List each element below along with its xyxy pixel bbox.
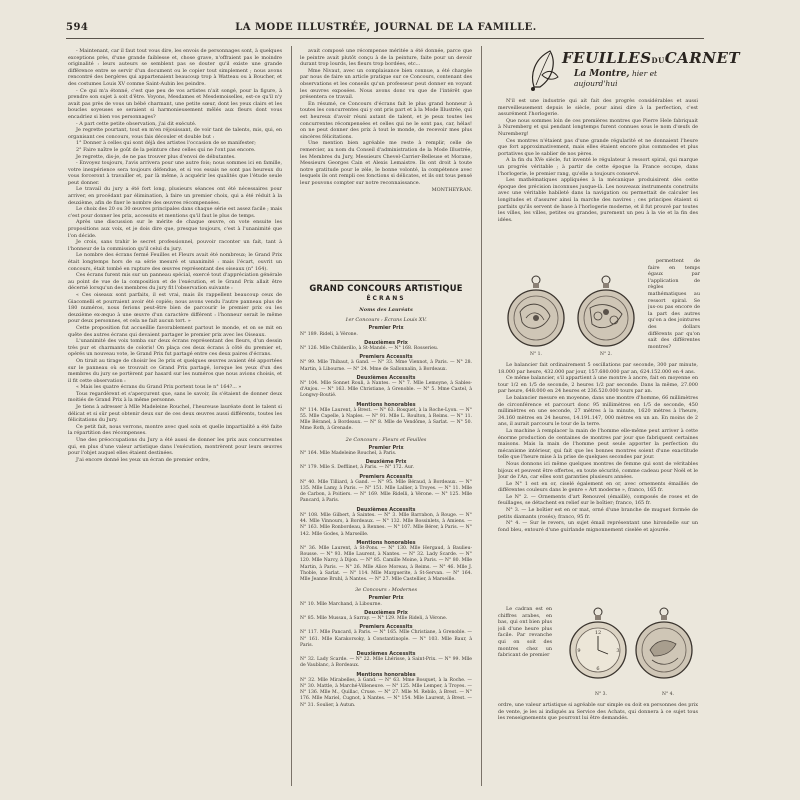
paragraph: Le nombre des écrans fermé Feuilles et Fleurs avait été nombreux; le Grand Prix était longtemps hors de sa série mesuré et unanimité : mais l'écart, ouvrit un concours, était tombé en rupture des œuvres représentant des oiseaux (n° 164).: [68, 252, 282, 272]
award-entries: N° 32. Lady Scarde. — N° 22. Mlle Lhérisse, à Saint-Prix. — N° 99. Mlle de Vaublanc, à Bordeaux.: [300, 657, 472, 669]
paragraph: Je regrette pourtant, tout en m'en réjouissant, de voir tant de talents, mis, qui, en organisant ces concours, vous fais découler et double but :: [68, 127, 282, 140]
paragraph: A la fin du XVe siècle, fut inventé le régulateur à ressort spiral, qui marque un progrès véritable ; à partir de cette époque la France occupe, dans l'horlogerie, le premier rang, qu'elle a toujours conservé.: [498, 157, 698, 177]
concours-title: GRAND CONCOURS ARTISTIQUE: [309, 283, 463, 293]
award-entries: N° 179. Mlle S. Defflinet, à Paris. — N° 172. Aur.: [300, 465, 414, 471]
contest-heading: 1er Concours : Écrans Louis XV.: [345, 317, 427, 324]
paragraph: Les mathématiques appliquées à la mécanique produisirent dès cette époque des précision inconnues jusque-là. Les nouveaux instruments construits avec une véritable habileté dans la navigation ou permettait de calculer les longitudes et d'assurer ainsi la marche des navires ; ces principes étaient si parfaits qu'ils servent de base à l'horlogerie moderne, et il fut prouvé par toutes les villes, les villes, petites ou grandes, purement un peu à la vie et la fin des idées.: [498, 177, 698, 223]
svg-text:9: 9: [577, 648, 581, 654]
contest-heading: 2e Concours : Fleurs et Feuilles: [345, 436, 427, 443]
watches-illustration-bottom: [552, 600, 700, 692]
paragraph: Après une discussion sur le mérite de chaque œuvre, on vote ensuite les propositions aux voix, et je dois dire que, presque toujours, c'est à l'unanimité que l'on décide.: [68, 219, 282, 239]
concours-subtitle: ÉCRANS: [366, 295, 406, 302]
figure-label-1: N° 1.: [530, 352, 542, 357]
paragraph: - Envoyez toujours, l'avis arrivera pour une autre fois; nous sommes ici en famille, votre inexpérience sera toujours défendue, et si vos essais ne sont pas heureux du vous forceront à travailler et, par là même, à acquérir les qualités que l'étude seule peut donner.: [68, 160, 282, 186]
paragraph: Le cadran est en chiffres arabes, en bas, qui ont bien plus joli d'une heure plus facile. Par revanche qui on soit des montres chez un fabricant de premier: [498, 606, 552, 659]
laureates-list: [300, 303, 472, 789]
award-entries: N° 104. Mlle Sonnet Rouli, à Nantes. — N° 7. Mlle Lemoyne, à Sables-d'Anjou. — N° 163. Mlle Christiane, à Grenoble. — N° 5. Mme Castel, à Longwy-Boutié.: [300, 381, 472, 399]
svg-text:12: 12: [594, 630, 602, 636]
svg-text:6: 6: [596, 666, 600, 672]
header-rule: [66, 38, 704, 39]
watch-1-icon: [508, 276, 564, 346]
award-entries: N° 32. Mlle Mirabelles, à Gand. — N° 63. Mme Bosquet, à la Roche. — N° 30. Mattle, à Marché-Villeneuve. — N° 125. Mlle Lemper, à Troyes. — N° 136. Mlle M., Quillac, Cruse. — N° 27. Mlle M. Rebilo, à Brest. — N° 176. Mlle Mariel, Cugnot, à Nantes. — N° 154. Mlle Laurent, à Brest. — N° 31. Soulier, à Autun.: [300, 677, 472, 708]
paragraph: Cette proposition fut accueillie favorablement partout le monde, et on se mit en quête des autres écrans qui devaient partager le premier prix avec les Oiseaux.: [68, 324, 282, 338]
feuilles-title: FEUILLESDUCARNET: [562, 49, 741, 67]
paragraph: 1° Donner à celles qui sont déjà des artistes l'occasion de se manifester;: [76, 140, 256, 147]
paragraph: - Ce qui m'a étonné, c'est que peu de vos artistes n'ait songé, pour la figure, à prendre son sujet à soit d'être. Voyons, Mesdames et Mesdemoiselles, est-ce qu'il n'y avait pas près de vous un bébé charmant, une petite sœur, dont les yeux clairs et les boucles soyeuses se seraient si harmonieusement mêlés aux fleurs dont vous encadriez si bien vos personnages?: [68, 87, 282, 120]
award-entries: N° 85. Mlle Mussau, à Sarray. — N° 129. Mlle Rideli, à Vérone.: [300, 615, 448, 621]
paragraph: N° 3. — Le boîtier est en or mat, orné d'une branche de muguet formée de petits diamants (rosés); franco, 95 fr.: [498, 507, 698, 520]
paragraph: - Maintenant, car il faut tout vous dire, les envois de personnages sont, à quelques exceptions près, d'une grande faiblesse et, chose grave, n'offraient pas le moindre originalité : leurs auteurs se semblent pas se douter qu'il existe une grande différence entre se servir d'un document ou le copier tout simplement ; nous avons rencontré des bergères qui appartenaient beaucoup trop à Watteau ou à Boucher, et des costumes Louis XV comme Saint-Aubin les peindre.: [68, 48, 282, 87]
watch-2-icon: [578, 276, 634, 346]
contest-heading: 3e Concours : Modernes: [354, 587, 418, 594]
figure-label-2: N° 2.: [600, 352, 612, 357]
paragraph: Le balancier mesure en moyenne, dans une montre d'homme, 66 millimètres de circonférence et parcourt donc 95 millimètres en 1/5 de seconde, 450 millimètres en une seconde, 27 mètres à la minute, 1620 mètres à l'heure, 34.160 mètres en 24 heures, 14.191.147, 000 mètres en un an. En moins de 2 ans, il aurait parcouru le tour de la terre.: [498, 394, 698, 428]
award-entries: N° 189. Rideli, à Vérone.: [300, 331, 358, 337]
feuilles-du-carnet-header: [528, 47, 741, 97]
svg-text:3: 3: [616, 648, 620, 654]
award-title: Premiers Accessits: [359, 624, 413, 631]
article-column-left: [68, 48, 282, 788]
paragraph: Le N° 2. — Ornements d'art Renouvel (émaillé), composés de roses et de feuillages, se détachent en relief sur le boîtier; franco, 165 fr.: [498, 493, 698, 507]
watch-3-icon: [570, 608, 626, 678]
paragraph: Ces montres n'étaient pas d'une grande régularité et ne donnaient l'heure que fort approximativement, mais elles étaient encore plus commodes et plus portatives que le sablier de nos pères.: [498, 137, 698, 157]
award-entries: N° 114. Mlle Laurent, à Brest. — N° 63. Bosquet, à la Roche-Lyon. — N° 55. Mlle Capelle, à Naples. — N° 91. Mlle L. Roulton, à Reims. — N° 11. Mlle Béranel, à Bordeaux. — N° 8. Mlle de Vendôme, à Sarlat. — N° 50. Mme Roth, à Grenade.: [300, 407, 472, 432]
paragraph: ordre, une valeur artistique si agréable sur simple ou doit en personnes des prix de vente, je les ai indiqués au Service des Achats, qui donnera à ce sujet tous les renseignements que pourront lui être demandés.: [498, 702, 698, 722]
award-entries: N° 40. Mlle Tilliard, à Gand. — N° 95. Mlle Béraud, à Bordeaux. — N° 135. Mlle Lamy, à Paris. — N° 151. Mlle Lallier, à Troyes. — N° 11. Mlle de Carbon, à Poitiers. — N° 169. Mlle Ridelli, à Vérone. — N° 125. Mlle Pancard, à Paris.: [300, 479, 472, 504]
paragraph: N° 4. — Sur le revers, un sujet émail représentant une hirondelle sur un fond bleu, entouré d'une guirlande mignonnement ciselée et ajourée.: [498, 520, 698, 533]
award-title: Mentions honorables: [356, 539, 416, 546]
feuilles-subtitle: La Montre, hier et aujourd'hui: [574, 69, 658, 88]
paragraph: permettent de faire en temps égaux par l'application de règles mathématiques au ressort spiral. Se jus-ou pas encore de la part des autres qu'on a des jointures des dollars différents par qu'on sait des différentes montres?: [648, 258, 700, 350]
paragraph: Ces écrans furent mis sur un panneau spécial, exercé tout d'appréciation générale au point de vue de la composition et de l'exécution, et le Grand Prix allait être décerné lorsqu'un des membres du jury fit l'observation suivante :: [68, 272, 282, 292]
column-divider: [291, 46, 292, 786]
award-title: Deuxièmes Accessits: [356, 506, 416, 513]
paragraph: Ce même balancier, s'il appartient à une montre à ancre, fait en moyenne en tour 1/2 en 1/5 de seconde, 2 heures 1/2 par seconde. Dans la même, 27.000 par heure, 648.000 en 24 heures et 236.520.000 tours par an.: [498, 375, 698, 395]
award-title: Premier Prix: [368, 325, 404, 332]
article-column-right-body: [498, 362, 698, 605]
award-entries: N° 99. Mlle Thibaut, à Gand. — N° 33. Mme Viennot, à Paris. — N° 28. Martin, à Libourne. — N° 24. Mme de Sallonnalin, à Bordeaux.: [300, 360, 472, 372]
paragraph: Une des préoccupations du Jury a été aussi de donner les prix aux concurrentes qui, en plus d'une valeur artistique dans l'exécution, montrèrent pour leurs œuvres pour l'objet auquel elles étaient destinées.: [68, 437, 282, 457]
watches-illustration-top: [506, 272, 640, 360]
article-column-middle: [300, 48, 472, 276]
paragraph: Le travail du jury a été fort long, plusieurs séances ont été nécessaires pour arriver, en procédant par élimination, à faire un premier choix, qui a été réduit à la deuxième, afin de fixer le nombre des œuvres récompensées.: [68, 186, 282, 206]
paragraph: N'il est une industrie qui ait fait des progrès considérables et aussi merveilleusement depuis le siècle, pour ainsi dire à la perfection, c'est assurément l'horlogerie.: [498, 98, 698, 118]
paragraph: Tous regardèrent et s'aperçurent que, sans le savoir, ils s'étaient de donner deux moitiés de Grand Prix à la même personne.: [68, 390, 282, 404]
award-entries: N° 36. Mlle Laurent, à St-Pons. — N° 130. Mlle Hergaud, à Baulieu-Rousse. — N° 93. Mlle Laurent, à Nantes. — N° 32. Lady Scarde. — N° 120. Mlle Narcy, à Dijon. — N° 85. Camille Moine, à Paris. — N° 80. Mlle Martin, à Paris. — N° 26. Mlle Alice Moreau, à Reims. — N° 46. Mlle J. Thoble, à Sarlat. — N° 114. Mlle Marguerite, à St-Servan. — N° 164. Mlle Jeanne Bruhl, à Nantes. — N° 27. Mlle Castellier, à Marseille.: [300, 545, 472, 582]
award-entries: N° 164. Mlle Madeleine Rouchel, à Paris.: [300, 451, 397, 457]
paragraph: Nous donnons ici même quelques montres de femme qui sont de véritables bijoux et peuvent être offertes, en toute sécurité, comme cadeau pour Noël et le Jour de l'An, car elles sont garanties plusieurs années.: [498, 460, 698, 481]
paragraph: - A part cette petite observation, j'ai dit exécuté.: [76, 120, 197, 127]
figure-label-3: N° 3.: [595, 692, 607, 697]
paragraph: En résumé, ce Concours d'écrans fait le plus grand honneur à toutes les concurrentes qui y ont pris part et à la Mode Illustrée, qui est heureux d'avoir réuni autant de talent, et je peux toutes les concurrentes récompensées et celles qui ne le sont pas, car, hélas! on ne peut donner des prix à tout le monde, de recevoir mes plus sincères félicitations.: [300, 100, 472, 140]
watch-4-icon: [636, 608, 692, 678]
leaf-ornament-icon: [528, 47, 562, 93]
page-number: 594: [66, 22, 89, 33]
paragraph: Une mention bien agréable me reste à remplir, celle de remercier, au nom du Conseil d'administration de la Mode Illustrée, les Membres du Jury, Messieurs Chevel-Carrier-Belleuse et Morane, Messieurs Georges Cain et Alexis Lemaistre. Ils ont droit à toute notre gratitude pour le zèle, le bonne volonté, la compétence avec lesquels ils ont rempli ces fonctions si délicates, et ils ont tous pensé leur pouvons compter sur notre reconnaissance.: [300, 140, 472, 186]
paragraph: Le N° 1 est en or, ciselé également en or, avec ornements émaillés de différentes couleurs dans le genre « Art moderne », franco, 165 fr.: [498, 480, 698, 494]
paragraph: Que nous sommes loin de ces premières montres que Pierre Hele fabriquait à Nuremberg et qui pendant longtemps furent connues sous le nom d'œufs de Nuremberg!: [498, 117, 698, 137]
figure-label-4: N° 4.: [662, 692, 674, 697]
signature: MONTHEYRAN.: [431, 187, 472, 194]
paragraph: 2° Faire naître le goût de la peinture chez celles qui ne l'ont pas encore.: [76, 146, 256, 153]
award-entries: N° 117. Mlle Pancard, à Paris. — N° 165. Mlle Christiane, à Grenoble. — N° 161. Mlle Karakorsoky, à Constantinople. — N° 103. Mlle Baur, à Paris.: [300, 630, 472, 648]
paragraph: L'unanimité des voix tomba sur deux écrans représentant des fleurs, d'un dessin très pur et charmants de coloris! On plaça ces deux écrans à côté du premier et, opérés un nouveau vote, le Grand Prix fut partagé entre ces deux paires d'écrans.: [68, 338, 282, 358]
award-title: Deuxièmes Prix: [364, 339, 408, 346]
award-title: Premier Prix: [368, 595, 404, 602]
paragraph: Le choix des 20 ou 30 œuvres principales dans chaque série est assez facile ; mais c'est pour donner les prix, accessits et mentions qu'il faut le plus de temps.: [68, 206, 282, 219]
paragraph: Ce petit fait, nous verrons, montre avec quel soin et quelle impartialité a été faite la répartition des récompenses.: [68, 423, 282, 437]
laureates-heading: Noms des Lauréats: [359, 307, 413, 313]
paragraph: Mme Nivaut, avec un complaisance bien connue, a été chargée par nous de faire un article pratique sur ce Concours, contenant des observations et les conseils qu'un professeur peut donner en voyant les œuvres exposées. Nous avons donc vu que de l'intérêt que présentera ce travail.: [300, 67, 472, 101]
article-column-right-intro: [498, 98, 698, 273]
article-column-right-side: [648, 258, 700, 362]
award-title: Premiers Accessits: [359, 354, 413, 361]
column-divider: [481, 46, 482, 786]
article-column-right-figtext: [498, 606, 552, 702]
section-rule: [330, 280, 440, 281]
paragraph: J'ai encore donné les yeux un écran de premier ordre,: [76, 456, 210, 463]
paragraph: Je crois, sans trahir le secret professionnel, pouvoir raconter un fait, tant à l'honneur de la commission qu'il celui du jury.: [68, 239, 282, 252]
award-title: Mentions honorables: [356, 401, 416, 408]
award-title: Premiers Accessits: [359, 473, 413, 480]
award-title: Deuxième Prix: [365, 459, 407, 466]
paragraph: Je regrette, dis-je, de ne pas trouver plus d'envoi de débutantes.: [76, 153, 236, 160]
paragraph: On tirait au tirage de choisir les 3e prix et quelques œuvres avaient été apportées sur le panneau où se trouvait ce Grand Prix partagé, lorsque les yeux d'un des membres du jury se portèrent par hasard sur les numéros que nous avions choisis, et il fit cette observation :: [68, 357, 282, 384]
paragraph: « Ces oiseaux sont parfaits, il est vrai, mais ils rappellent beaucoup ceux de Giacomelli et pourraient avoir été copiés; nous avons vendu l'autre panneau plus de 180 numéros, nous ferions peut-être bien de parcourir le premier prix ou les deuxième ex-æquo à une œuvre d'un caractère différent : l'honneur serait le même pour deux personnes, et cela ne fait aucun tort. »: [68, 291, 282, 325]
paragraph: Je tiens à adresser à Mlle Madeleine Rouchel, l'heureuse lauréate dont le talent si délicat et si sûr peut obtenir deux sur de ces deux œuvres aussi différents, toutes les félicitations du Jury.: [68, 404, 282, 424]
award-entries: N° 108. Mlle Gilbert, à Saintes. — N° 3. Mlle Barrabon, à Rouge. — N° 44. Mlle Vinnours, à Bordeaux. — N° 132. Mlle Bossinlets, à Amiens. — N° 163. Mlle Ronbordeau, à Rennes. — N° 107. Mlle Bérer, à Paris. — N° 142. Mlle Godes, à Marseille.: [300, 512, 472, 537]
article-column-right-end: [498, 702, 698, 762]
award-title: Deuxièmes Accessits: [356, 374, 416, 381]
award-entries: N° 10. Mlle Marchand, à Libourne.: [300, 601, 382, 607]
award-title: Mentions honorables: [356, 671, 416, 678]
award-title: Premier Prix: [368, 444, 404, 451]
paragraph: La machine à remplacer la main de l'homme elle-même peut arriver à cette énorme production de centaines de montres par jour que fabriquent certaines maisons. Mais la main de l'homme peut seule apporter la perfection du mécanisme intérieur, qui fait que les bonnes montres soient d'une exactitude telle que l'heure mise à la prise de quelques secondes par jour.: [498, 427, 698, 461]
award-title: Deuxièmes Accessits: [356, 650, 416, 657]
journal-title: LA MODE ILLUSTRÉE, JOURNAL DE LA FAMILLE.: [235, 22, 537, 33]
paragraph: avait composé une récompense méritée a été donnée, parce que le peintre avait plutôt conçu à de la peinture, faite pour un devoir durant trop lourds, les fleurs trop bordées, etc...: [300, 48, 472, 68]
award-title: Deuxièmes Prix: [364, 609, 408, 616]
award-entries: N° 126. Mlle Childerillo, à St-Mandé. — N° 168. Rosserieu.: [300, 346, 439, 352]
paragraph: « Mais les quatre écrans du Grand Prix portent tous le n° 164?... »: [76, 384, 242, 391]
page-header: [66, 22, 706, 36]
paragraph: Le balancier fait ordinairement 5 oscillations par seconde, 300 par minute, 18.000 par heure, 432.000 par jour, 157.680.000 par an, 624.152.000 en 4 ans.: [498, 362, 698, 375]
